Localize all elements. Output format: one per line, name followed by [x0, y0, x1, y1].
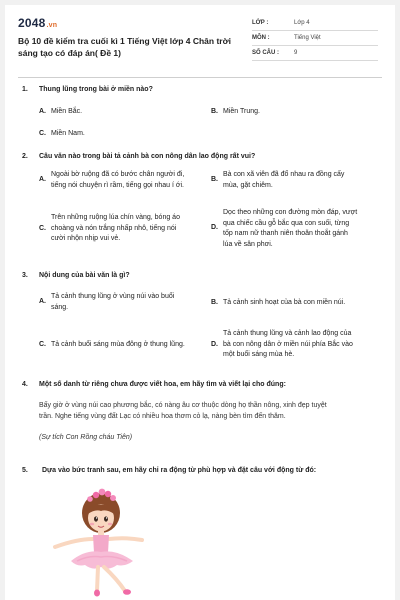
question-5 [18, 466, 382, 477]
question-1: 1. Thung lũng trong bài ở miền nào? A. Miền Bắc. B. Miền Trung. C. Miền Nam. [22, 86, 260, 137]
option-b[interactable]: B. Tả cảnh sinh hoạt của bà con miền núi. [211, 299, 346, 306]
document-title: Bộ 10 đề kiểm tra cuối kì 1 Tiếng Việt lớp 4 Chân trời sáng tạo có đáp án( Đề 1) [18, 36, 231, 58]
meta-value: Tiếng Việt [294, 35, 321, 41]
question-2 [18, 152, 382, 248]
meta-row-count [252, 46, 378, 61]
passage-line: Bấy giờ ở vùng núi cao phương bắc, có nàng âu cơ thuộc dòng họ thần nông, xinh đẹp tuyệt [39, 402, 327, 409]
meta-value: 9 [294, 50, 298, 56]
meta-row-subject [252, 31, 378, 46]
meta-row-grade [252, 16, 378, 31]
option-a[interactable]: A. Tả cảnh thung lũng ở vùng núi vào buổi sáng. [39, 293, 175, 311]
header-divider [18, 77, 382, 78]
question-3 [18, 271, 382, 358]
meta-label: SỐ CÂU : [252, 50, 279, 56]
passage [39, 400, 379, 422]
question-text: Nội dung của bài văn là gì? [39, 272, 130, 279]
question-text: Câu văn nào trong bài tả cảnh bà con nông dân lao động rất vui? [39, 153, 256, 160]
meta-label: LỚP : [252, 20, 269, 26]
question-number: 2. [22, 153, 28, 160]
option-b[interactable]: B. Bà con xã viên đã đổ nhau ra đồng cấy mùa, gặt chiêm. [211, 171, 345, 189]
question-4 [18, 380, 382, 441]
meta-label: MÔN : [252, 35, 270, 41]
question-text: Dựa vào bức tranh sau, em hãy chỉ ra động từ phù hợp và đặt câu với động từ đó: [42, 467, 317, 474]
site-logo[interactable]: 2048.vn [18, 16, 58, 30]
option-c[interactable]: C. Tả cảnh buổi sáng mùa đông ở thung lũng. [39, 341, 185, 348]
passage-line: trần. Nghe tiếng vùng đất Lạc có nhiều hoa thơm cỏ lạ, nàng bèn tìm đến thăm. [39, 413, 286, 420]
question-text: Thung lũng trong bài ở miền nào? [39, 86, 153, 93]
question-number: 3. [22, 272, 28, 279]
header [18, 16, 378, 72]
meta-value: Lớp 4 [294, 20, 310, 26]
question-number: 5. [22, 467, 28, 474]
document-page [5, 5, 395, 600]
option-d[interactable]: D. Dọc theo những con đường mòn đáp, vượt qua chiếc cầu gỗ bắc qua con suối, từng tốp nam nữ thanh niên thoăn thoắt gánh lúa về sân phơi. [211, 209, 358, 248]
passage-source: (Sự tích Con Rồng cháu Tiên) [39, 434, 133, 441]
option-a[interactable]: A. Ngoài bờ ruộng đã có bước chân người đi, tiếng nói chuyện rì rầm, tiếng gọi nhau í ới. [39, 171, 185, 189]
question-number: 4. [22, 381, 28, 388]
question-number: 1. [22, 86, 28, 93]
option-d[interactable]: D. Tả cảnh thung lũng và cảnh lao động của bà con nông dân ở miền núi phía Bắc vào một buổi sáng mùa hè. [211, 330, 353, 358]
meta-table [252, 16, 378, 61]
question-text: Một số danh từ riêng chưa được viết hoa, em hãy tìm và viết lại cho đúng: [39, 381, 286, 388]
option-c[interactable]: C. Trên những ruộng lúa chín vàng, bóng áo choàng và nón trắng nhấp nhô, tiếng nói cười nhộn nhịp vui vẻ. [39, 214, 180, 242]
ballerina-illustration [41, 483, 161, 600]
